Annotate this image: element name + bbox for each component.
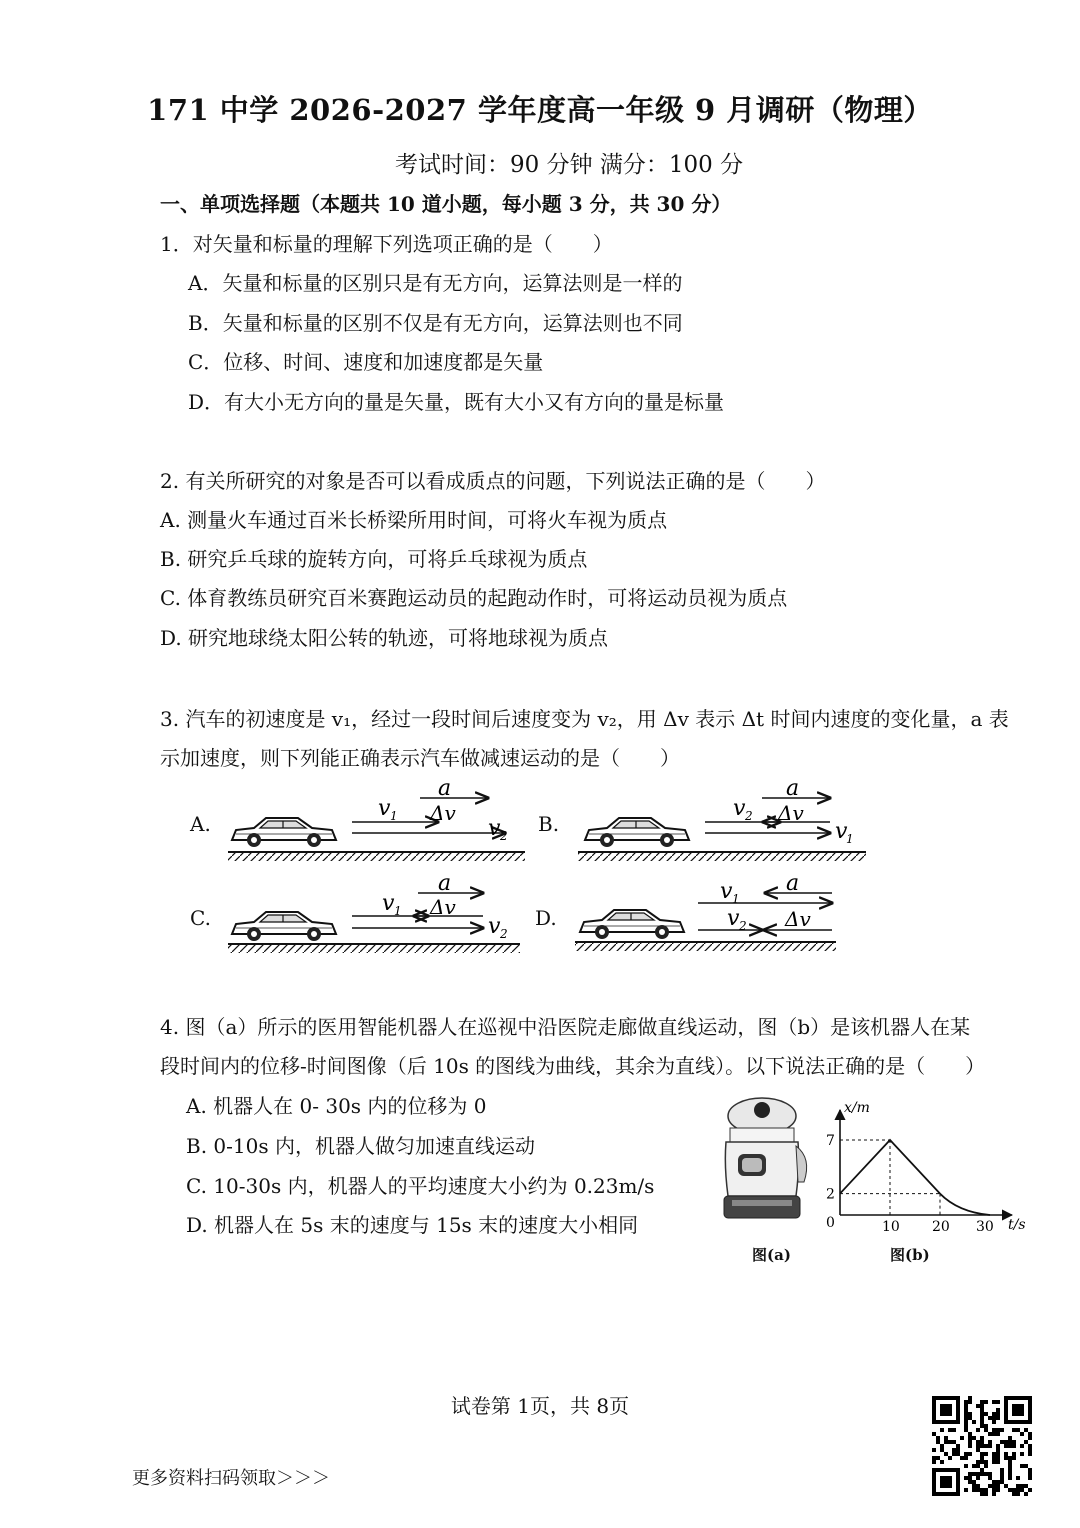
question-1-option-c: C．位移、时间、速度和加速度都是矢量 bbox=[188, 350, 544, 374]
diagram-d-label-v2: v bbox=[727, 906, 740, 931]
diagram-a bbox=[228, 798, 525, 861]
diagram-d-label-v1-sub: 1 bbox=[732, 892, 740, 906]
diagram-b-label-v2-sub: 2 bbox=[745, 809, 753, 823]
question-4-stem-line-1: 4. 图（a）所示的医用智能机器人在巡视中沿医院走廊做直线运动，图（b）是该机器人在某 bbox=[160, 1015, 971, 1039]
diagram-c-label-v2: v bbox=[488, 914, 501, 939]
x-tick-label: 20 bbox=[932, 1219, 950, 1235]
diagram-b bbox=[578, 798, 866, 861]
question-2-option-b: B. 研究乒乓球的旋转方向，可将乒乓球视为质点 bbox=[160, 547, 588, 571]
section-heading: 一、单项选择题（本题共 10 道小题，每小题 3 分，共 30 分） bbox=[160, 192, 732, 216]
diagram-c bbox=[228, 893, 520, 953]
question-2-option-d: D. 研究地球绕太阳公转的轨迹，可将地球视为质点 bbox=[160, 626, 609, 650]
diagram-c-label-v2-sub: 2 bbox=[500, 927, 508, 941]
question-2-stem: 2. 有关所研究的对象是否可以看成质点的问题，下列说法正确的是（ ） bbox=[160, 469, 826, 493]
diagram-b-label-a: a bbox=[786, 776, 800, 801]
question-4-option-b: B. 0-10s 内，机器人做匀加速直线运动 bbox=[186, 1134, 535, 1158]
page-number: 试卷第 1页，共 8页 bbox=[450, 1394, 630, 1418]
question-4-option-d: D. 机器人在 5s 末的速度与 15s 末的速度大小相同 bbox=[186, 1213, 639, 1237]
question-3-option-b-label: B. bbox=[538, 812, 560, 836]
exam-info: 考试时间：90 分钟 满分：100 分 bbox=[395, 152, 744, 178]
diagram-b-label-v2: v bbox=[733, 796, 746, 821]
exam-title: 171 中学 2026-2027 学年度高一年级 9 月调研（物理） bbox=[147, 93, 933, 127]
diagram-a-label-v1: v bbox=[378, 796, 391, 821]
origin-label: 0 bbox=[826, 1215, 835, 1231]
y-tick-label: 2 bbox=[826, 1186, 835, 1203]
question-3-stem-line-2: 示加速度，则下列能正确表示汽车做减速运动的是（ ） bbox=[160, 746, 680, 770]
xt-series-line bbox=[840, 1140, 990, 1215]
robot-icon bbox=[720, 1096, 810, 1236]
x-axis-label: t/s bbox=[1008, 1217, 1026, 1233]
figure-b-graph bbox=[818, 1100, 1026, 1250]
diagram-d-label-v1: v bbox=[720, 879, 733, 904]
diagram-a-label-v1-sub: 1 bbox=[390, 809, 398, 823]
question-4-option-c: C. 10-30s 内，机器人的平均速度大小约为 0.23m/s bbox=[186, 1174, 655, 1198]
diagram-b-label-dv: Δv bbox=[778, 801, 804, 825]
diagram-c-label-dv: Δv bbox=[430, 895, 456, 919]
question-4-option-a: A. 机器人在 0- 30s 内的位移为 0 bbox=[186, 1094, 487, 1118]
question-1-option-d: D．有大小无方向的量是矢量，既有大小又有方向的量是标量 bbox=[188, 390, 725, 414]
diagram-b-label-v1: v bbox=[835, 819, 848, 844]
car-icon bbox=[580, 910, 684, 939]
question-1-stem: 1．对矢量和标量的理解下列选项正确的是（ ） bbox=[160, 232, 613, 256]
promo-text: 更多资料扫码领取＞＞＞ bbox=[132, 1468, 330, 1489]
diagram-a-label-dv: Δv bbox=[430, 801, 456, 825]
question-2-option-a: A. 测量火车通过百米长桥梁所用时间，可将火车视为质点 bbox=[160, 508, 668, 532]
x-tick-label: 10 bbox=[882, 1219, 900, 1235]
question-1-option-b: B．矢量和标量的区别不仅是有无方向，运算法则也不同 bbox=[188, 311, 683, 335]
diagram-a-label-a: a bbox=[438, 776, 452, 801]
question-2-option-c: C. 体育教练员研究百米赛跑运动员的起跑动作时，可将运动员视为质点 bbox=[160, 586, 788, 610]
diagram-a-label-v2-sub: 2 bbox=[500, 829, 508, 843]
question-4-stem-line-2: 段时间内的位移-时间图像（后 10s 的图线为曲线，其余为直线）。以下说法正确的是（ ） bbox=[160, 1054, 986, 1078]
diagram-c-label-v1-sub: 1 bbox=[394, 904, 402, 918]
diagram-b-label-v1-sub: 1 bbox=[846, 832, 854, 846]
question-3-option-d-label: D. bbox=[535, 906, 557, 930]
diagram-c-label-v1: v bbox=[382, 891, 395, 916]
question-1-option-a: A．矢量和标量的区别只是有无方向，运算法则是一样的 bbox=[188, 271, 683, 295]
diagram-d-label-a: a bbox=[786, 871, 800, 896]
car-icon bbox=[232, 912, 336, 941]
question-3-option-c-label: C. bbox=[190, 906, 211, 930]
figure-b-caption: 图(b) bbox=[890, 1246, 930, 1264]
diagram-d-label-v2-sub: 2 bbox=[739, 919, 747, 933]
figure-a-caption: 图(a) bbox=[752, 1246, 791, 1264]
diagram-c-label-a: a bbox=[438, 871, 452, 896]
diagram-d-label-dv: Δv bbox=[785, 907, 811, 931]
y-tick-label: 7 bbox=[826, 1133, 835, 1149]
question-3-stem-line-1: 3. 汽车的初速度是 v₁，经过一段时间后速度变为 v₂，用 Δv 表示 Δt 时间内速度的变化量，a 表 bbox=[160, 707, 1009, 731]
diagram-a-label-v2: v bbox=[488, 816, 501, 841]
x-tick-label: 30 bbox=[976, 1219, 994, 1235]
car-icon bbox=[585, 818, 689, 847]
car-icon bbox=[232, 818, 336, 847]
y-axis-label: x/m bbox=[844, 1100, 870, 1116]
question-3-option-a-label: A. bbox=[190, 812, 211, 836]
qr-code-icon[interactable] bbox=[932, 1396, 1032, 1496]
